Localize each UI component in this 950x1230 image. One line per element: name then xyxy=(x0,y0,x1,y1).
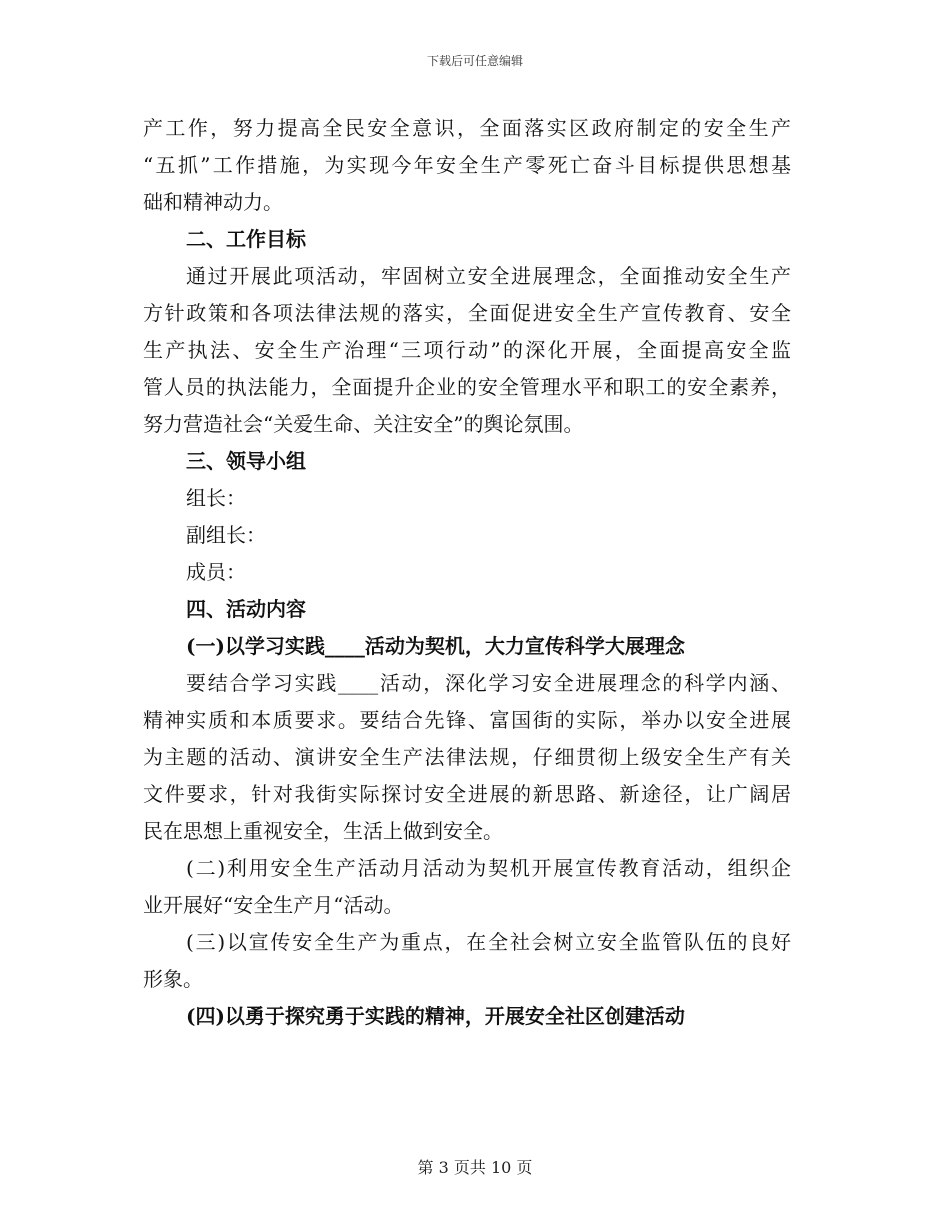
page-header-note: 下载后可任意编辑 xyxy=(426,54,523,68)
paragraph-line: 民在思想上重视安全，生活上做到安全。 xyxy=(143,819,503,843)
paragraph-line: 努力营造社会“关爱生命、关注安全”的舆论氛围。 xyxy=(143,412,584,436)
paragraph-line: 础和精神动力。 xyxy=(143,190,283,214)
paragraph-line: (三)以宣传安全生产为重点，在全社会树立安全监管队伍的良好 xyxy=(186,930,791,954)
paragraph-line: 管人员的执法能力，全面提升企业的安全管理水平和职工的安全素养， xyxy=(143,375,791,399)
leader-label: 组长： xyxy=(186,486,246,510)
paragraph-line: “五抓”工作措施，为实现今年安全生产零死亡奋斗目标提供思想基 xyxy=(143,153,791,177)
paragraph-line: 文件要求，针对我街实际探讨安全进展的新思路、新途径，让广阔居 xyxy=(143,782,791,806)
paragraph-line: 形象。 xyxy=(143,967,203,991)
paragraph-line: 产工作，努力提高全民安全意识，全面落实区政府制定的安全生产 xyxy=(143,116,791,140)
members-label: 成员： xyxy=(186,560,246,584)
paragraph-line: 精神实质和本质要求。要结合先锋、富国街的实际，举办以安全进展 xyxy=(143,708,791,732)
subheading-one: (一)以学习实践____活动为契机，大力宣传科学大展理念 xyxy=(186,634,685,658)
paragraph-line: 要结合学习实践____活动，深化学习安全进展理念的科学内涵、 xyxy=(186,671,791,695)
paragraph-line: 方针政策和各项法律法规的落实，全面促进安全生产宣传教育、安全 xyxy=(143,301,791,325)
paragraph-line: 生产执法、安全生产治理“三项行动”的深化开展，全面提高安全监 xyxy=(143,338,791,362)
section-heading-leadership: 三、领导小组 xyxy=(186,449,306,473)
paragraph-line: 通过开展此项活动，牢固树立安全进展理念，全面推动安全生产 xyxy=(186,264,791,288)
paragraph-line: (二)利用安全生产活动月活动为契机开展宣传教育活动，组织企 xyxy=(186,856,791,880)
page-number: 第 3 页共 10 页 xyxy=(417,1158,533,1177)
paragraph-line: 为主题的活动、演讲安全生产法律法规，仔细贯彻上级安全生产有关 xyxy=(143,745,791,769)
paragraph-line: 业开展好“安全生产月“活动。 xyxy=(143,893,404,917)
section-heading-goals: 二、工作目标 xyxy=(186,227,306,251)
vice-leader-label: 副组长： xyxy=(186,523,266,547)
section-heading-activities: 四、活动内容 xyxy=(186,597,306,621)
subheading-four: (四)以勇于探究勇于实践的精神，开展安全社区创建活动 xyxy=(186,1004,685,1028)
